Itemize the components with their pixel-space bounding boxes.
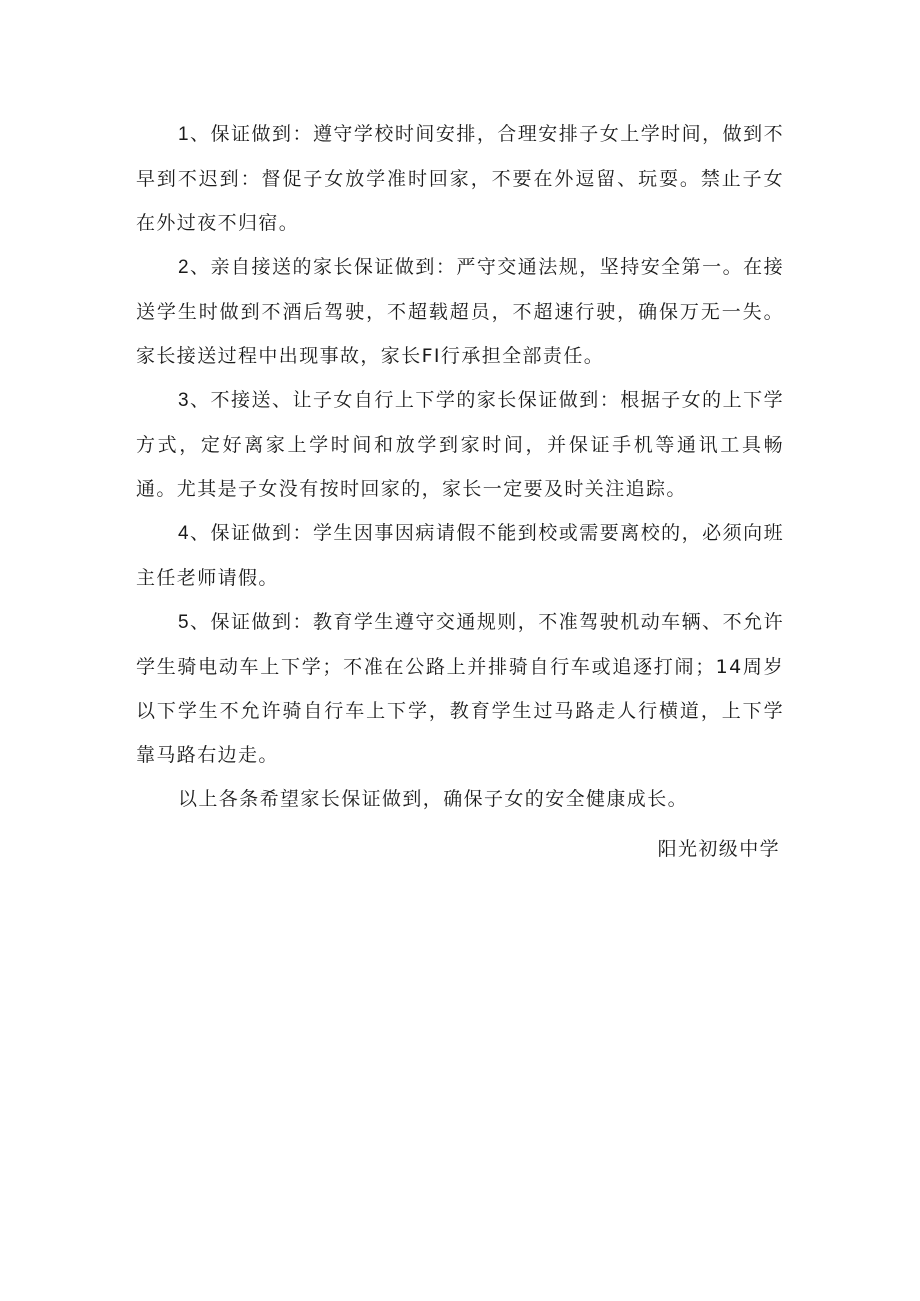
clause-2: [136, 245, 784, 378]
clause-text: 、保证做到：学生因事因病请假不能到校或需要离校的，必须向班主任老师请假。: [136, 522, 784, 589]
document-body: [136, 112, 784, 871]
clause-4: [136, 511, 784, 600]
clause-1: [136, 112, 784, 245]
clause-number: 3: [178, 390, 190, 411]
clause-number: 4: [178, 523, 190, 544]
clause-text: 、不接送、让子女自行上下学的家长保证做到：根据子女的上下学方式，定好离家上学时间和放学到家时间，并保证手机等通讯工具畅通。尤其是子女没有按时回家的，家长一定要及时关注追踪。: [136, 389, 784, 500]
clause-text: 、保证做到：教育学生遵守交通规则，不准驾驶机动车辆、不允许学生骑电动车上下学；不准在公路上并排骑自行车或追逐打闹；14周岁以下学生不允许骑自行车上下学，教育学生过马路走人行横道，上下学靠马路右边走。: [136, 611, 784, 766]
clause-5: [136, 600, 784, 777]
closing-statement: 以上各条希望家长保证做到，确保子女的安全健康成长。: [178, 788, 689, 810]
clause-number: 1: [178, 124, 190, 145]
clause-text: 、亲自接送的家长保证做到：严守交通法规，坚持安全第一。在接送学生时做到不酒后驾驶，不超载超员，不超速行驶，确保万无一失。家长接送过程中出现事故，家长FI行承担全部责任。: [136, 256, 784, 367]
clause-3: [136, 378, 784, 511]
clause-text: 、保证做到：遵守学校时间安排，合理安排子女上学时间，做到不早到不迟到：督促子女放学准时回家，不要在外逗留、玩耍。禁止子女在外过夜不归宿。: [136, 123, 784, 234]
clause-number: 2: [178, 257, 190, 278]
school-signature: 阳光初级中学: [657, 838, 780, 860]
clause-number: 5: [178, 612, 190, 633]
